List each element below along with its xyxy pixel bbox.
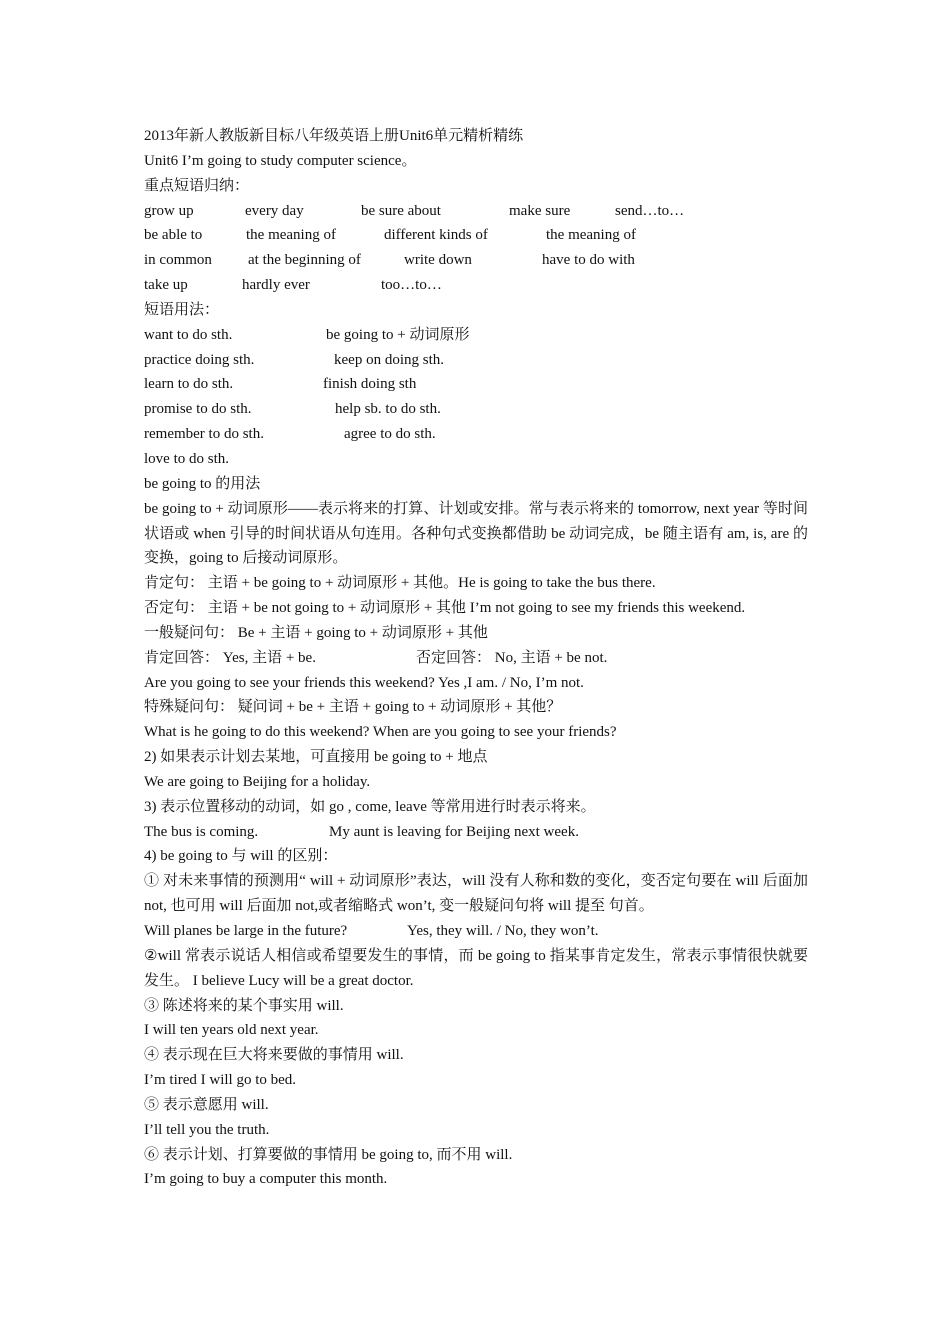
affirmative-sentence: 肯定句： 主语 + be going to + 动词原形 + 其他。He is going to take the bus there.	[144, 575, 656, 592]
special-question: 特殊疑问句： 疑问词 + be + 主语 + going to + 动词原形 + 其他？	[144, 699, 562, 716]
usage-item: agree to do sth.	[344, 426, 436, 443]
phrase: different kinds of	[384, 227, 488, 244]
negative-sentence: 否定句： 主语 + be not going to + 动词原形 + 其他 I’m not going to see my friends this weekend.	[144, 600, 746, 617]
phrase: at the beginning of	[248, 252, 361, 269]
usage-row	[144, 372, 808, 397]
phrase: make sure	[509, 202, 571, 219]
usage-row	[144, 447, 808, 472]
be-going-heading: be going to 的用法	[144, 475, 261, 492]
point-4-2: ②will 常表示说话人相信或希望要发生的事情，而 be going to 指某事肯定发生，常表示事情很快就要发生。 I believe Lucy will be a great doctor.	[144, 947, 808, 989]
point-4-5-example: I’ll tell you the truth.	[144, 1121, 270, 1138]
example-sentence: The bus is coming.	[144, 823, 259, 840]
phrase: have to do with	[542, 252, 635, 269]
point-4-3: ③ 陈述将来的某个事实用 will.	[144, 997, 344, 1014]
usage-item: remember to do sth.	[144, 426, 264, 443]
phrase: hardly ever	[242, 277, 310, 294]
usage-row	[144, 348, 808, 373]
point-4-5: ⑤ 表示意愿用 will.	[144, 1096, 269, 1113]
document-page	[144, 124, 808, 1192]
phrase: grow up	[144, 202, 194, 219]
negative-answer: 否定回答： No, 主语 + be not.	[416, 649, 608, 666]
point-2-example: We are going to Beijing for a holiday.	[144, 773, 371, 790]
point-4: 4) be going to 与 will 的区别：	[144, 848, 338, 865]
example-sentence: Yes, they will. / No, they won’t.	[407, 923, 599, 939]
point-4-1-example	[144, 919, 808, 944]
usage-item: be going to + 动词原形	[326, 326, 470, 343]
usage-row	[144, 397, 808, 422]
phrase: be able to	[144, 227, 203, 244]
point-4-1: ① 对未来事情的预测用“ will + 动词原形”表达，will 没有人称和数的变化，变否定句要在 will 后面加 not, 也可用 will 后面加 not,或者缩略式 won’t, 变一般疑问句将 will 提至 句首。	[144, 873, 808, 915]
phrase-row	[144, 273, 808, 298]
usage-item: practice doing sth.	[144, 351, 255, 368]
usage-item: help sb. to do sth.	[335, 401, 441, 418]
example-question: Are you going to see your friends this weekend? Yes ,I am. / No, I’m not.	[144, 674, 584, 691]
usage-row	[144, 422, 808, 447]
point-3: 3) 表示位置移动的动词，如 go , come, leave 等常用进行时表示将来。	[144, 798, 596, 815]
affirmative-answer: 肯定回答： Yes, 主语 + be.	[144, 649, 316, 666]
phrases-heading: 重点短语归纳：	[144, 177, 250, 194]
answers-row	[144, 646, 808, 671]
be-going-paragraph: be going to + 动词原形——表示将来的打算、计划或安排。常与表示将来的 tomorrow, next year 等时间状语或 when 引导的时间状语从句连用。各种句式变换都借助 be 动词完成，be 随主语有 am, is, are 的变换，going to 后接动词原形。	[144, 500, 808, 567]
phrase: send…to…	[615, 202, 685, 219]
phrase: the meaning of	[546, 227, 636, 244]
general-question: 一般疑问句： Be + 主语 + going to + 动词原形 + 其他	[144, 624, 488, 641]
usage-row	[144, 323, 808, 348]
usage-item: promise to do sth.	[144, 401, 252, 418]
phrase: take up	[144, 277, 188, 294]
phrase-row	[144, 199, 808, 224]
point-3-examples	[144, 820, 808, 845]
usage-item: learn to do sth.	[144, 376, 234, 393]
phrase: write down	[404, 252, 472, 269]
phrase-row	[144, 223, 808, 248]
point-4-6-example: I’m going to buy a computer this month.	[144, 1171, 388, 1188]
phrase: the meaning of	[246, 227, 336, 244]
usage-item: want to do sth.	[144, 326, 233, 343]
phrase: every day	[245, 202, 304, 219]
point-4-6: ⑥ 表示计划、打算要做的事情用 be going to, 而不用 will.	[144, 1146, 513, 1163]
phrase: too…to…	[381, 277, 442, 294]
special-example: What is he going to do this weekend? When are you going to see your friends?	[144, 724, 617, 741]
point-4-3-example: I will ten years old next year.	[144, 1022, 319, 1039]
point-4-4-example: I’m tired I will go to bed.	[144, 1072, 297, 1089]
usage-heading: 短语用法：	[144, 301, 220, 318]
example-sentence: My aunt is leaving for Beijing next week.	[329, 823, 579, 840]
example-sentence: Will planes be large in the future?	[144, 923, 348, 939]
usage-item: love to do sth.	[144, 450, 229, 467]
usage-item: keep on doing sth.	[334, 351, 444, 368]
phrase: be sure about	[361, 202, 441, 219]
document-title: 2013年新人教版新目标八年级英语上册Unit6单元精析精练	[144, 128, 524, 144]
point-2: 2) 如果表示计划去某地，可直接用 be going to + 地点	[144, 749, 488, 766]
point-4-4: ④ 表示现在巨大将来要做的事情用 will.	[144, 1047, 404, 1064]
phrase-row	[144, 248, 808, 273]
unit-title: Unit6 I’m going to study computer science。	[144, 152, 417, 169]
phrase: in common	[144, 252, 212, 269]
usage-item: finish doing sth	[323, 376, 417, 393]
